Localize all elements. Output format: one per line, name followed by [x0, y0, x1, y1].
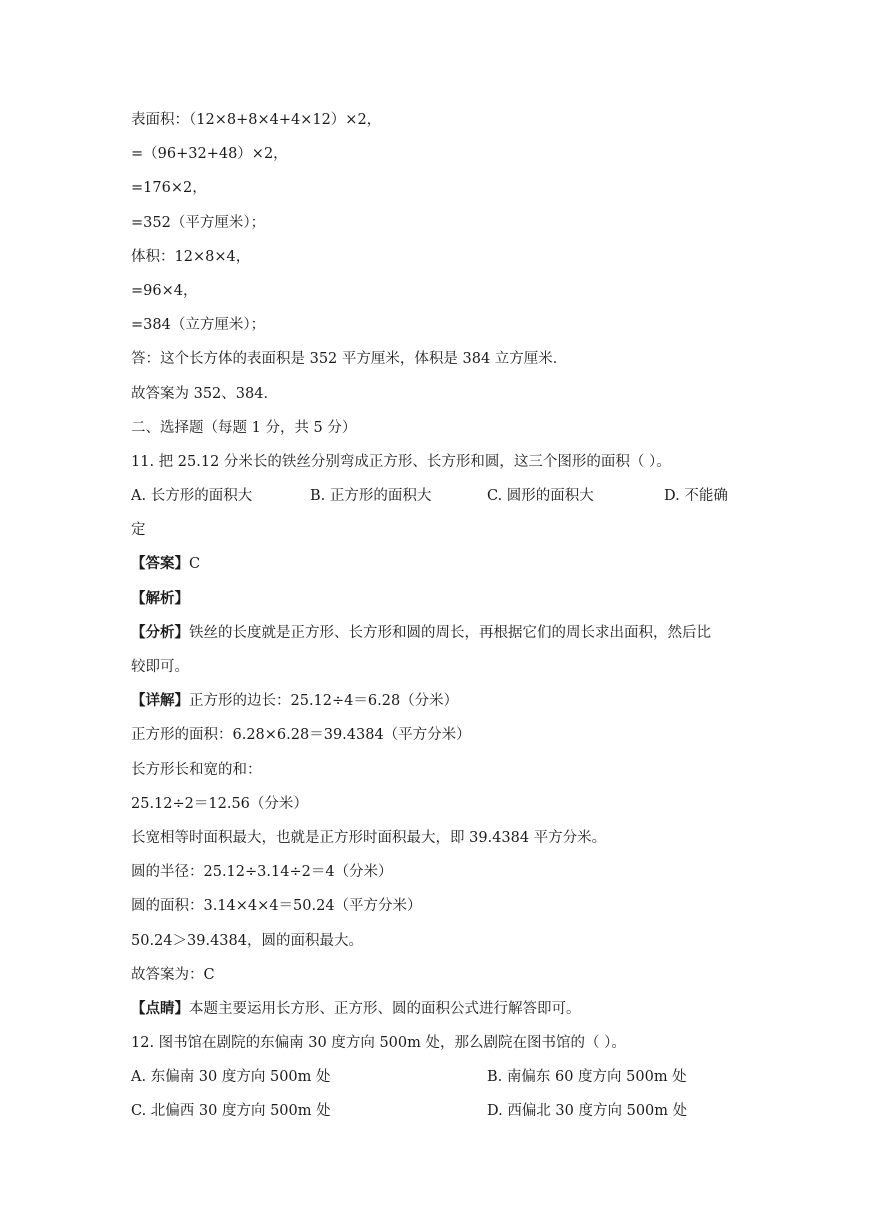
xiangjie-text: 正方形的边长：25.12÷4＝6.28（分米）: [189, 693, 459, 710]
option-c: C. 北偏西 30 度方向 500m 处: [131, 1103, 331, 1120]
question-11-stem: 11. 把 25.12 分米长的铁丝分别弯成正方形、长方形和圆，这三个图形的面积（ ）。: [131, 453, 671, 470]
step-line: 故答案为：C: [131, 966, 215, 983]
step-line: 正方形的面积：6.28×6.28＝39.4384（平方分米）: [131, 727, 471, 744]
option-c: C. 圆形的面积大: [487, 488, 594, 505]
text-line: =（96+32+48）×2，: [131, 146, 288, 163]
question-12-options-row-1: [131, 1067, 741, 1087]
step-line: 圆的半径：25.12÷3.14÷2＝4（分米）: [131, 864, 393, 881]
jiexi-tag: 【解析】: [131, 589, 189, 607]
text-line: 体积：12×8×4，: [131, 248, 251, 265]
xiangjie-tag: 【详解】: [131, 692, 189, 710]
step-line: 50.24＞39.4384，圆的面积最大。: [131, 932, 363, 949]
option-d-continuation: 定: [131, 522, 146, 539]
answer-line: [131, 554, 741, 574]
dianjing-line: [131, 999, 741, 1019]
question-11-options: [131, 486, 741, 506]
option-d: D. 西偏北 30 度方向 500m 处: [487, 1103, 688, 1120]
option-b: B. 南偏东 60 度方向 500m 处: [487, 1069, 687, 1086]
section-heading: 二、选择题（每题 1 分，共 5 分）: [131, 419, 357, 436]
fenxi-continuation: 较即可。: [131, 659, 189, 675]
step-line: 长方形长和宽的和：: [131, 761, 262, 778]
question-12-stem: 12. 图书馆在剧院的东偏南 30 度方向 500m 处，那么剧院在图书馆的（ ）。: [131, 1035, 626, 1052]
text-line: =384（立方厘米）；: [131, 317, 266, 334]
option-b: B. 正方形的面积大: [310, 488, 432, 505]
option-a: A. 东偏南 30 度方向 500m 处: [131, 1069, 331, 1086]
option-d: D. 不能确: [664, 488, 728, 505]
step-line: 圆的面积：3.14×4×4＝50.24（平方分米）: [131, 898, 422, 915]
option-a: A. 长方形的面积大: [131, 488, 253, 505]
step-line: 长宽相等时面积最大，也就是正方形时面积最大，即 39.4384 平方分米。: [131, 829, 607, 846]
question-12-options-row-2: [131, 1101, 741, 1121]
dianjing-tag: 【点睛】: [131, 999, 189, 1017]
fenxi-tag: 【分析】: [131, 623, 189, 641]
fenxi-line: [131, 623, 741, 643]
text-line: 表面积：（12×8+8×4+4×12）×2，: [131, 112, 382, 128]
text-line: =96×4，: [131, 282, 198, 299]
text-line: =352（平方厘米）；: [131, 214, 266, 231]
text-line: 答：这个长方体的表面积是 352 平方厘米，体积是 384 立方厘米．: [131, 351, 568, 368]
text-line: 故答案为 352、384．: [131, 385, 278, 402]
step-line: 25.12÷2＝12.56（分米）: [131, 795, 308, 812]
document-page: [131, 110, 741, 1136]
answer-tag: 【答案】: [131, 555, 189, 573]
xiangjie-line: [131, 691, 741, 711]
fenxi-text: 铁丝的长度就是正方形、长方形和圆的周长，再根据它们的周长求出面积，然后比: [189, 624, 711, 641]
dianjing-text: 本题主要运用长方形、正方形、圆的面积公式进行解答即可。: [189, 1000, 581, 1017]
text-line: =176×2，: [131, 180, 207, 197]
answer-value: C: [189, 556, 201, 573]
